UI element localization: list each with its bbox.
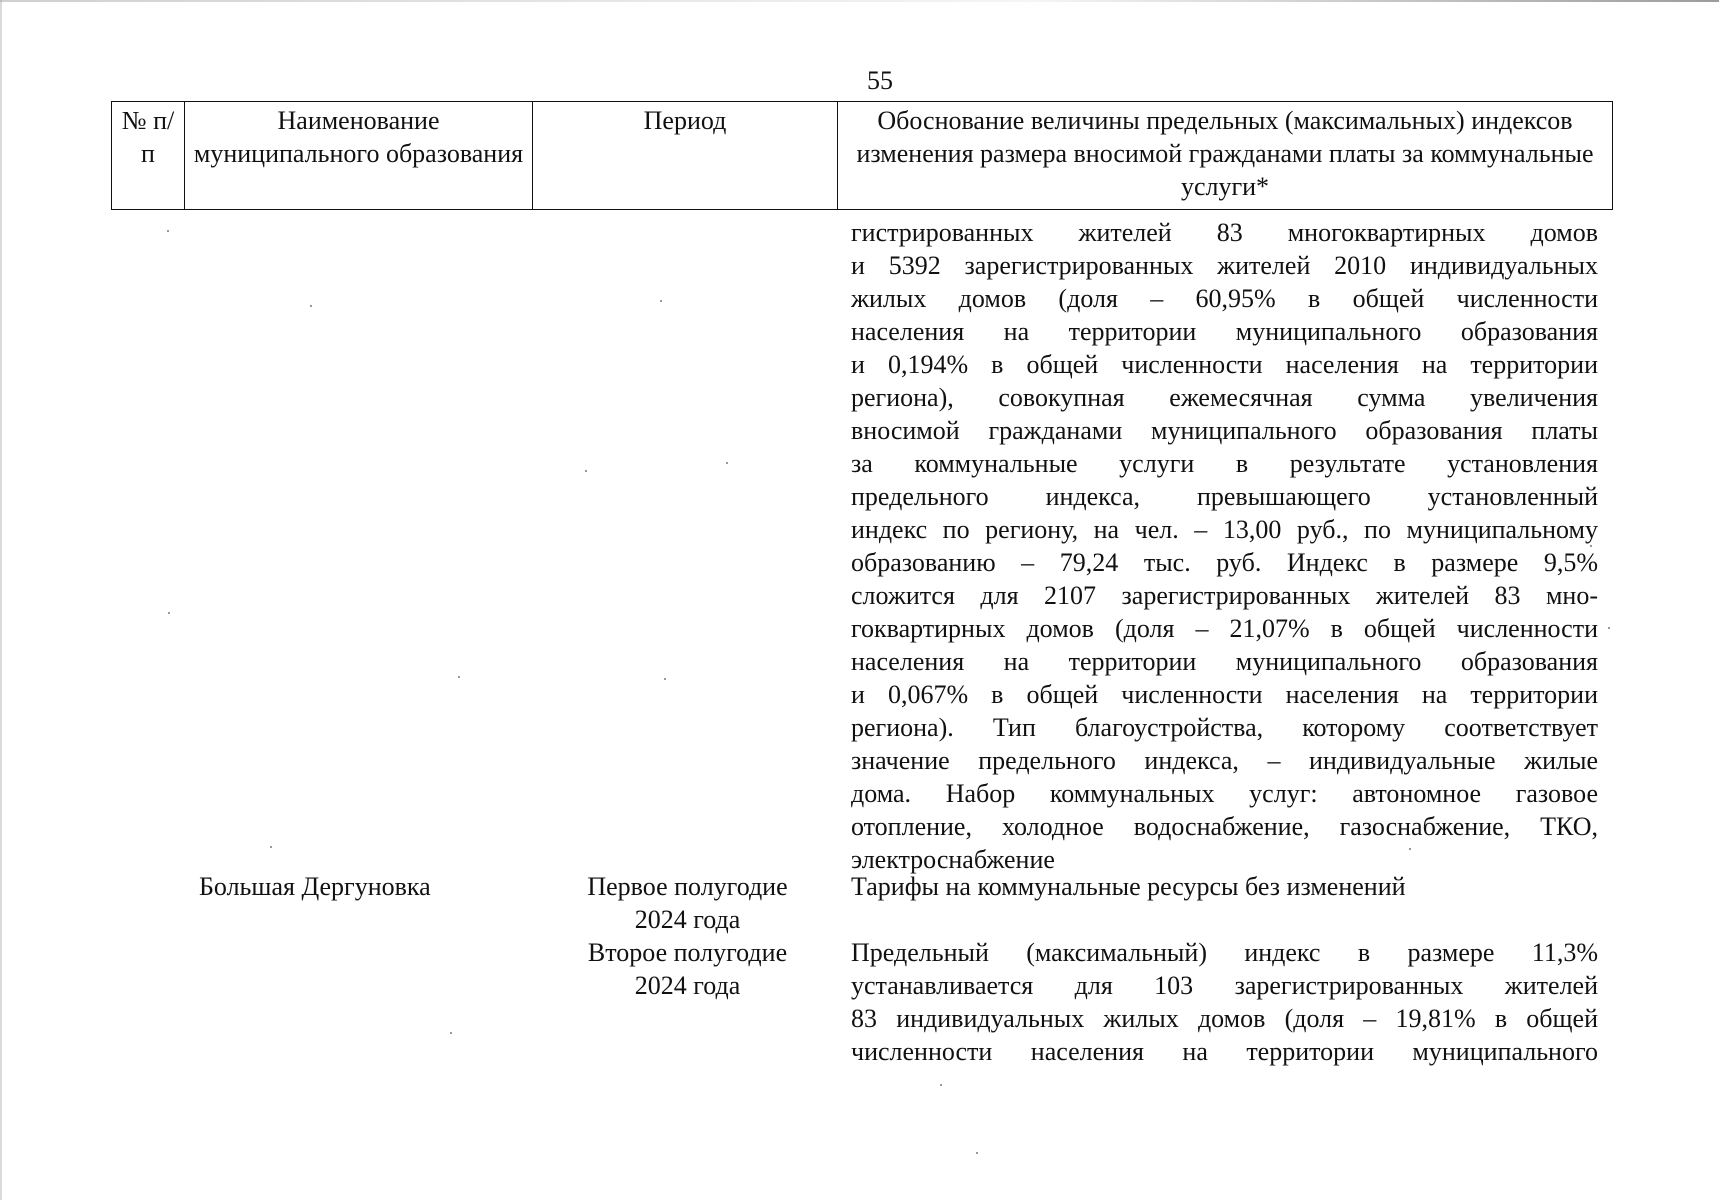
scan-edge-top (0, 0, 1719, 2)
scan-speck (585, 470, 587, 472)
text-line: гоквартирных домов (доля – 21,07% в общей численности (851, 614, 1598, 643)
scan-speck (660, 300, 662, 302)
text-line: и 0,194% в общей численности населения на территории (851, 350, 1598, 379)
text-line: населения на территории муниципального образования (851, 317, 1598, 346)
text-line: предельного индекса, превышающего установленный (851, 482, 1598, 511)
scan-speck (1590, 545, 1592, 547)
header-period: Период (533, 102, 838, 210)
scan-speck (450, 1032, 452, 1034)
text-line: дома. Набор коммунальных услуг: автономное газовое (851, 779, 1598, 808)
text-line: сложится для 2107 зарегистрированных жителей 83 мно- (851, 581, 1598, 610)
text-line: гистрированных жителей 83 многоквартирных домов (851, 218, 1598, 247)
scan-speck (458, 676, 460, 678)
text-line: Предельный (максимальный) индекс в размере 11,3% (851, 938, 1598, 967)
continuation-paragraph (851, 216, 1598, 876)
text-line: региона), совокупная ежемесячная сумма увеличения (851, 383, 1598, 412)
scan-speck (726, 462, 728, 464)
basis-second-half (851, 936, 1598, 1068)
text-line: отопление, холодное водоснабжение, газоснабжение, ТКО, (851, 812, 1598, 841)
text-line: и 0,067% в общей численности населения на территории (851, 680, 1598, 709)
text-line: численности населения на территории муниципального (851, 1037, 1598, 1066)
scan-speck (310, 305, 312, 307)
municipality-name: Большая Дергуновка (199, 872, 431, 901)
text-line: значение предельного индекса, – индивидуальные жилые (851, 746, 1598, 775)
period-second-half (560, 936, 815, 1002)
page-number: 55 (867, 66, 893, 95)
scan-speck (270, 846, 272, 848)
scan-speck (940, 1084, 942, 1086)
scan-speck (1409, 848, 1411, 850)
text-line: образованию – 79,24 тыс. руб. Индекс в размере 9,5% (851, 548, 1598, 577)
scan-speck (167, 230, 169, 232)
text-line: 83 индивидуальных жилых домов (доля – 19,81% в общей (851, 1004, 1598, 1033)
text-line: населения на территории муниципального образования (851, 647, 1598, 676)
text-line: за коммунальные услуги в результате установления (851, 449, 1598, 478)
period-line: 2024 года (634, 905, 741, 934)
header-municipality: Наименование муниципального образования (185, 102, 533, 210)
basis-first-half: Тарифы на коммунальные ресурсы без изменений (851, 872, 1406, 901)
period-line: 2024 года (634, 971, 741, 1000)
text-line: индекс по региону, на чел. – 13,00 руб., по муниципальному (851, 515, 1598, 544)
scan-speck (1608, 627, 1610, 629)
text-line: электроснабжение (851, 845, 1055, 874)
scan-edge-left (0, 0, 2, 1200)
text-line: вносимой гражданами муниципального образования платы (851, 416, 1598, 445)
period-line: Второе полугодие (587, 938, 788, 967)
period-line: Первое полугодие (587, 872, 788, 901)
scan-speck (664, 678, 666, 680)
text-line: устанавливается для 103 зарегистрированных жителей (851, 971, 1598, 1000)
scan-speck (976, 1152, 978, 1154)
text-line: региона). Тип благоустройства, которому соответствует (851, 713, 1598, 742)
header-number: № п/п (112, 102, 185, 210)
text-line: и 5392 зарегистрированных жителей 2010 индивидуальных (851, 251, 1598, 280)
scan-speck (168, 612, 170, 614)
text-line: жилых домов (доля – 60,95% в общей численности (851, 284, 1598, 313)
table-header (111, 101, 1613, 210)
header-basis: Обоснование величины предельных (максимальных) индексов изменения размера вносимой гражданами платы за коммунальные услуги* (838, 102, 1613, 210)
period-first-half (560, 870, 815, 936)
